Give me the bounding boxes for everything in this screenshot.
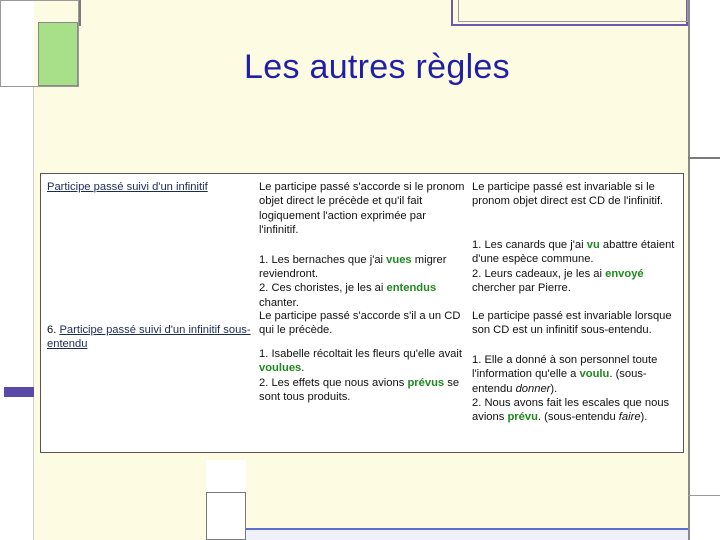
- row1-agree-example-1: [259, 253, 465, 282]
- participle-highlight: prévu: [507, 411, 538, 424]
- example-text: abattre étaient d'une espèce commune.: [472, 238, 675, 266]
- row2-topic: [47, 323, 259, 352]
- row2-agree-example-1: [259, 347, 465, 376]
- row2-agree-rule: Le participe passé s'accorde s'il a un CD qui le précède.: [259, 310, 461, 337]
- deco-left-strip: [0, 87, 34, 540]
- row1-invariable-example-1: [472, 238, 680, 267]
- row2-agree-cell: [259, 309, 465, 404]
- example-text: chercher par Pierre.: [472, 282, 571, 295]
- deco-bottom-panel: [34, 460, 206, 540]
- deco-frame-right-bottom: [688, 495, 720, 496]
- row2-invariable-cell: [472, 309, 680, 425]
- row2-agree-example-2: [259, 376, 465, 405]
- deco-frame-top-right-2: [458, 0, 688, 22]
- example-text: . (sous-entendu: [472, 368, 647, 395]
- participle-highlight: voulues: [259, 362, 302, 375]
- example-text: . (sous-entendu: [537, 411, 619, 424]
- example-text: se sont tous produits.: [259, 376, 460, 404]
- participle-highlight: envoyé: [605, 267, 644, 280]
- row1-agree-example-2: [259, 281, 465, 310]
- participle-highlight: vues: [386, 253, 412, 266]
- deco-line-right: [688, 157, 720, 159]
- example-text: 1. Les bernaches que j'ai: [259, 253, 387, 266]
- row2-number: 6.: [47, 324, 57, 336]
- example-text: 1. Elle a donné à son personnel toute l'information qu'elle a: [472, 353, 658, 381]
- participle-highlight: vu: [586, 238, 600, 251]
- row2-topic-link[interactable]: Participe passé suivi d'un infinitif sous-entendu: [47, 324, 251, 351]
- row2-invariable-example-1: [472, 353, 680, 396]
- row1-invariable-example-2: [472, 267, 680, 296]
- participle-highlight: entendus: [386, 282, 437, 295]
- row1-topic-link[interactable]: Participe passé suivi d'un infinitif: [47, 181, 208, 193]
- implied-infinitive: donner: [515, 382, 551, 395]
- row1-topic: [47, 180, 255, 194]
- example-text: .: [301, 362, 305, 375]
- row2-invariable-example-2: [472, 396, 680, 425]
- row1-agree-cell: [259, 180, 465, 310]
- implied-infinitive: faire: [618, 411, 641, 424]
- example-text: 2. Nous avons fait les escales que nous avions: [472, 397, 670, 424]
- row1-invariable-rule: Le participe passé est invariable si le pronom objet direct est CD de l'infinitif.: [472, 181, 664, 208]
- participle-highlight: prévus: [407, 376, 445, 389]
- rules-table: [40, 173, 684, 453]
- example-text: 2. Ces choristes, je les ai: [259, 282, 387, 295]
- example-text: 1. Isabelle récoltait les fleurs qu'elle avait: [259, 347, 462, 360]
- row2-invariable-rule: Le participe passé est invariable lorsque son CD est un infinitif sous-entendu.: [472, 310, 672, 337]
- example-text: 2. Les effets que nous avions: [259, 376, 408, 389]
- participle-highlight: voulu: [579, 368, 610, 381]
- example-text: migrer reviendront.: [259, 253, 447, 281]
- row1-agree-rule: Le participe passé s'accorde si le pronom objet direct le précède et qu'il fait logiquement l'action exprimée par l'infinitif.: [259, 181, 465, 237]
- row1-invariable-cell: [472, 180, 680, 295]
- deco-blue-bar: [246, 528, 688, 540]
- deco-frame-bottom-left: [206, 492, 246, 540]
- deco-bottom-panel-2: [246, 460, 688, 528]
- page-title: Les autres règles: [244, 48, 510, 86]
- example-text: chanter.: [259, 296, 299, 309]
- example-text: 2. Leurs cadeaux, je les ai: [472, 267, 606, 280]
- deco-purple-block: [4, 387, 34, 397]
- deco-line-top-1: [79, 0, 81, 26]
- example-text: ).: [550, 382, 558, 395]
- example-text: 1. Les canards que j'ai: [472, 238, 587, 251]
- example-text: ).: [640, 411, 648, 424]
